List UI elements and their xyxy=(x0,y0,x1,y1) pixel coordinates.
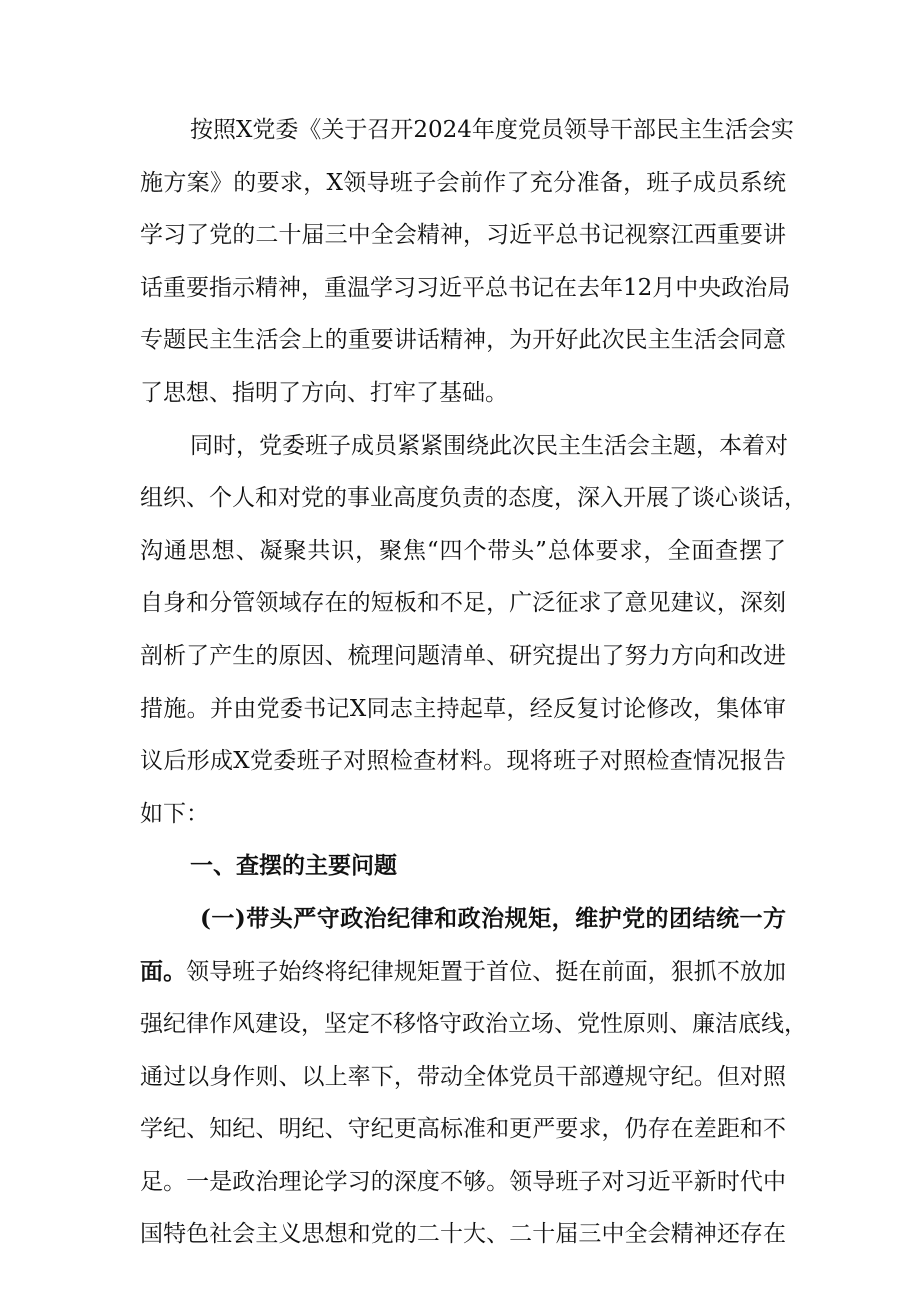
subsection-heading: (一)带头严守政治纪律和政治规矩，维护党的团结统一方 xyxy=(200,904,786,932)
paragraph-line: 剖析了产生的原因、梳理问题清单、研究提出了努力方向和改进 xyxy=(140,642,786,669)
paragraph-problem-1 xyxy=(140,893,807,1261)
paragraph-line: 自身和分管领域存在的短板和不足，广泛征求了意见建议，深刻 xyxy=(140,590,786,617)
paragraph-line: 强纪律作风建设，坚定不移恪守政治立场、党性原则、廉洁底线， xyxy=(140,1011,807,1038)
paragraph-preparation xyxy=(140,420,807,841)
paragraph-line: 施方案》的要求，X领导班子会前作了充分准备，班子成员系统 xyxy=(140,169,786,196)
paragraph-line: 通过以身作则、以上率下，带动全体党员干部遵规守纪。但对照 xyxy=(140,1063,786,1090)
paragraph-line: 组织、个人和对党的事业高度负责的态度，深入开展了谈心谈话， xyxy=(140,485,807,512)
paragraph-line: 沟通思想、凝聚共识，聚焦“四个带头”总体要求，全面查摆了 xyxy=(140,537,786,564)
subsection-heading-tail: 面。 xyxy=(140,957,187,985)
paragraph-line: 足。一是政治理论学习的深度不够。领导班子对习近平新时代中 xyxy=(140,1168,786,1195)
paragraph-text: 领导班子始终将纪律规矩置于首位、挺在前面，狠抓不放加 xyxy=(186,958,787,985)
section-heading: 一、查摆的主要问题 xyxy=(190,852,397,880)
paragraph-line: 议后形成X党委班子对照检查材料。现将班子对照检查情况报告 xyxy=(140,748,786,775)
paragraph-line: 话重要指示精神，重温学习习近平总书记在去年12月中央政治局 xyxy=(140,274,791,301)
paragraph-line: 按照X党委《关于召开2024年度党员领导干部民主生活会实 xyxy=(190,117,794,143)
paragraph-intro xyxy=(140,104,794,420)
paragraph-line: 国特色社会主义思想和党的二十大、二十届三中全会精神还存在 xyxy=(140,1221,786,1248)
paragraph-line: 如下： xyxy=(140,800,209,827)
paragraph-line: 了思想、指明了方向、打牢了基础。 xyxy=(140,379,508,406)
paragraph-line: 学纪、知纪、明纪、守纪更高标准和更严要求，仍存在差距和不 xyxy=(140,1116,786,1143)
paragraph-line: 措施。并由党委书记X同志主持起草，经反复讨论修改，集体审 xyxy=(140,695,786,722)
paragraph-line: 学习了党的二十届三中全会精神，习近平总书记视察江西重要讲 xyxy=(140,222,786,249)
paragraph-line: 专题民主生活会上的重要讲话精神，为开好此次民主生活会同意 xyxy=(140,327,786,354)
paragraph-line xyxy=(140,946,786,999)
paragraph-line: 同时，党委班子成员紧紧围绕此次民主生活会主题，本着对 xyxy=(190,432,788,459)
document-page xyxy=(140,104,807,1261)
